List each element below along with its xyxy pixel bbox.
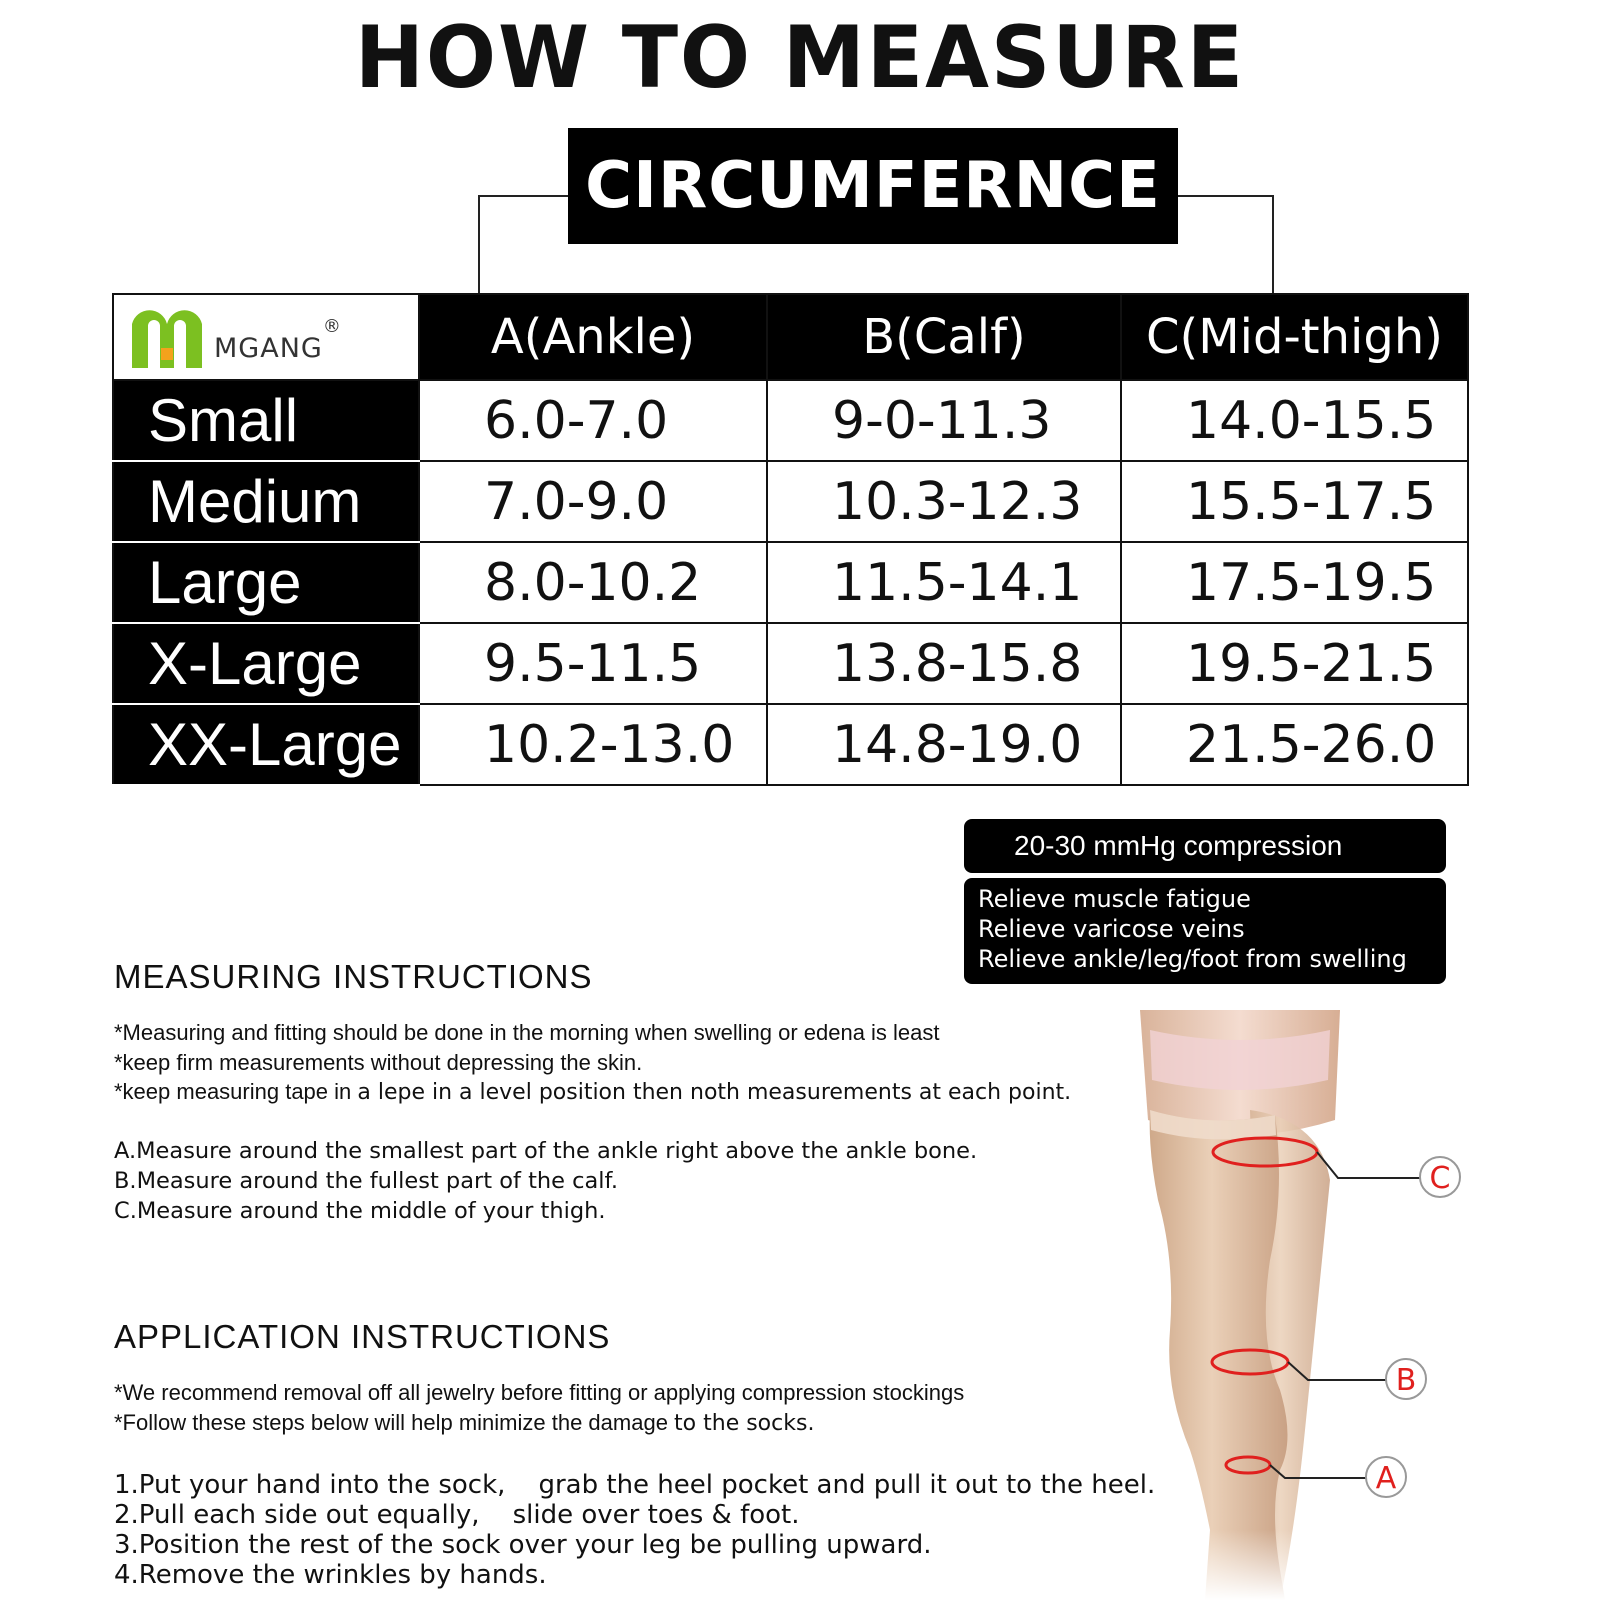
bracket-right-horizontal <box>1178 195 1274 197</box>
measuring-note: *keep firm measurements without depressing the skin. <box>114 1050 643 1075</box>
application-note-part: to the socks. <box>674 1411 815 1436</box>
application-note: *We recommend removal off all jewelry before fitting or applying compression stockings <box>114 1380 965 1405</box>
ankle-value: 8.0-10.2 <box>419 542 767 623</box>
application-step: 4.Remove the wrinkles by hands. <box>114 1560 547 1590</box>
bracket-left-vertical <box>478 195 480 293</box>
thigh-value: 15.5-17.5 <box>1121 461 1468 542</box>
application-note-part: *Follow these steps below will help minimize the damage <box>114 1410 675 1435</box>
leg-illustration <box>1130 1010 1500 1600</box>
calf-value: 11.5-14.1 <box>767 542 1121 623</box>
benefits-box <box>964 878 1446 984</box>
marker-letter-a: A <box>1375 1461 1397 1496</box>
header-mid-thigh: C(Mid-thigh) <box>1121 294 1468 380</box>
compression-badge: 20-30 mmHg compression <box>964 819 1446 873</box>
thigh-value: 17.5-19.5 <box>1121 542 1468 623</box>
table-row <box>113 623 1468 704</box>
brand-logo-cell <box>113 294 419 380</box>
benefit-item: Relieve varicose veins <box>978 915 1245 943</box>
calf-value: 9-0-11.3 <box>767 380 1121 461</box>
ankle-value: 6.0-7.0 <box>419 380 767 461</box>
thigh-value: 19.5-21.5 <box>1121 623 1468 704</box>
application-heading: APPLICATION INSTRUCTIONS <box>114 1318 611 1355</box>
application-step: 1.Put your hand into the sock, grab the heel pocket and pull it out to the heel. <box>114 1470 1156 1500</box>
table-header-row <box>113 294 1468 380</box>
size-label: XX-Large <box>113 704 419 785</box>
application-note <box>114 1410 814 1436</box>
calf-value: 10.3-12.3 <box>767 461 1121 542</box>
brand-name: mgang® <box>214 316 342 366</box>
table-row <box>113 542 1468 623</box>
size-label: Large <box>113 542 419 623</box>
header-ankle: A(Ankle) <box>419 294 767 380</box>
page-title: HOW TO MEASURE <box>354 8 1246 108</box>
marker-line-c <box>1317 1152 1422 1178</box>
measuring-note-part: a lepe in a level position then noth measurements at each point. <box>357 1080 1072 1105</box>
measuring-step: A.Measure around the smallest part of the ankle right above the ankle bone. <box>114 1138 978 1164</box>
measuring-note: *Measuring and fitting should be done in the morning when swelling or edena is least <box>114 1020 940 1045</box>
table-row <box>113 461 1468 542</box>
size-chart-table <box>112 293 1469 786</box>
bracket-left-horizontal <box>478 195 568 197</box>
size-label: Small <box>113 380 419 461</box>
table-row <box>113 704 1468 785</box>
measuring-step: B.Measure around the fullest part of the calf. <box>114 1168 618 1194</box>
benefit-item: Relieve muscle fatigue <box>978 885 1251 913</box>
calf-value: 14.8-19.0 <box>767 704 1121 785</box>
marker-letter-c: C <box>1429 1161 1451 1196</box>
measuring-step: C.Measure around the middle of your thigh. <box>114 1198 606 1224</box>
measuring-note-part: *keep measuring tape in <box>114 1079 358 1104</box>
measuring-heading: MEASURING INSTRUCTIONS <box>114 958 593 995</box>
ankle-value: 10.2-13.0 <box>419 704 767 785</box>
measuring-note <box>114 1079 1071 1105</box>
brand-logo <box>128 302 418 372</box>
size-label: Medium <box>113 461 419 542</box>
ankle-value: 9.5-11.5 <box>419 623 767 704</box>
circumference-label: CIRCUMFERNCE <box>568 128 1178 244</box>
bracket-right-vertical <box>1272 195 1274 293</box>
size-label: X-Large <box>113 623 419 704</box>
application-step: 3.Position the rest of the sock over your leg be pulling upward. <box>114 1530 932 1560</box>
ankle-value: 7.0-9.0 <box>419 461 767 542</box>
brand-logo-icon <box>128 302 206 372</box>
thigh-value: 14.0-15.5 <box>1121 380 1468 461</box>
table-row <box>113 380 1468 461</box>
calf-value: 13.8-15.8 <box>767 623 1121 704</box>
header-calf: B(Calf) <box>767 294 1121 380</box>
application-step: 2.Pull each side out equally, slide over toes & foot. <box>114 1500 800 1530</box>
marker-letter-b: B <box>1395 1363 1417 1398</box>
thigh-value: 21.5-26.0 <box>1121 704 1468 785</box>
benefit-item: Relieve ankle/leg/foot from swelling <box>978 945 1407 973</box>
